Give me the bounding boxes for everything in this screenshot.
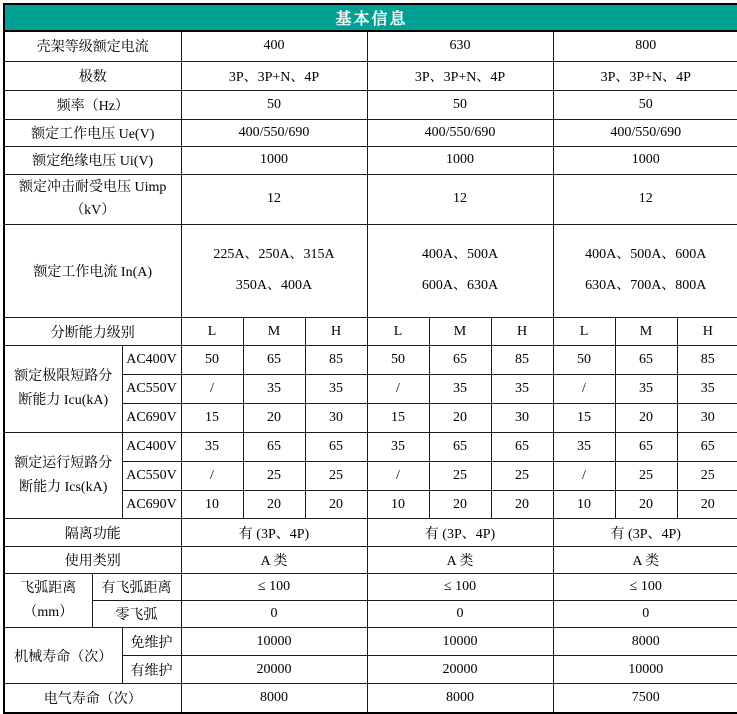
value-cell <box>367 225 553 318</box>
row-label-mechanical-life: 机械寿命（次） <box>4 628 122 684</box>
value-cell: ≤ 100 <box>367 574 553 601</box>
value-cell: 20000 <box>367 656 553 684</box>
table-row <box>4 146 737 174</box>
value-cell: 1000 <box>367 146 553 174</box>
value-cell: H <box>305 318 367 346</box>
value-cell: 25 <box>429 462 491 491</box>
value-cell: 有 (3P、4P) <box>553 519 737 547</box>
table-row <box>4 519 737 547</box>
row-label-insulation-voltage: 额定绝缘电压 Ui(V) <box>4 146 181 174</box>
value-cell: H <box>677 318 737 346</box>
value-cell: 20 <box>491 491 553 519</box>
value-line: 400A、500A <box>421 247 499 263</box>
value-cell: M <box>243 318 305 346</box>
value-cell: 3P、3P+N、4P <box>181 61 367 90</box>
sub-label-ac550v: AC550V <box>122 375 181 404</box>
value-cell: 400 <box>181 31 367 61</box>
value-cell: 65 <box>677 433 737 462</box>
table-row <box>4 684 737 713</box>
sub-label-arc-present: 有飞弧距离 <box>92 574 181 601</box>
value-cell <box>553 225 737 318</box>
value-cell: 50 <box>181 90 367 119</box>
value-cell: 0 <box>553 601 737 628</box>
value-cell: 35 <box>367 433 429 462</box>
row-label-arc-distance <box>4 574 92 628</box>
sub-label-with-maintenance: 有维护 <box>122 656 181 684</box>
value-cell: 1000 <box>181 146 367 174</box>
value-cell: 65 <box>243 346 305 375</box>
table-title: 基本信息 <box>4 4 737 31</box>
value-cell: 20 <box>615 491 677 519</box>
value-cell: 35 <box>429 375 491 404</box>
value-cell: 65 <box>615 433 677 462</box>
value-cell: 20 <box>243 404 305 433</box>
value-cell: 50 <box>181 346 243 375</box>
value-cell: 10 <box>181 491 243 519</box>
row-label-line: （mm） <box>23 604 74 620</box>
value-cell: 3P、3P+N、4P <box>553 61 737 90</box>
row-label-line: 飞弧距离 <box>20 580 77 596</box>
value-cell: 12 <box>553 174 737 225</box>
value-cell: 25 <box>243 462 305 491</box>
row-label-rated-voltage: 额定工作电压 Ue(V) <box>4 119 181 146</box>
value-cell: 65 <box>305 433 367 462</box>
value-cell: 400/550/690 <box>181 119 367 146</box>
sub-label-zero-arc: 零飞弧 <box>92 601 181 628</box>
value-cell: 20 <box>615 404 677 433</box>
value-cell: 35 <box>181 433 243 462</box>
table-row <box>4 574 737 601</box>
row-label-line: 额定冲击耐受电压 Uimp <box>19 179 167 195</box>
table-row <box>4 61 737 90</box>
value-cell: 20 <box>305 491 367 519</box>
value-cell: 12 <box>181 174 367 225</box>
row-label-ics <box>4 433 122 519</box>
value-cell: 15 <box>553 404 615 433</box>
value-cell: 3P、3P+N、4P <box>367 61 553 90</box>
value-cell: 25 <box>491 462 553 491</box>
value-cell: 7500 <box>553 684 737 713</box>
value-cell: 50 <box>553 346 615 375</box>
value-cell: 20000 <box>181 656 367 684</box>
value-cell: 10 <box>553 491 615 519</box>
row-label-frequency: 频率（Hz） <box>4 90 181 119</box>
value-cell: 10000 <box>181 628 367 656</box>
value-cell: 0 <box>367 601 553 628</box>
sub-label-ac400v: AC400V <box>122 433 181 462</box>
value-cell: 30 <box>491 404 553 433</box>
value-cell: 65 <box>429 433 491 462</box>
value-cell: 有 (3P、4P) <box>367 519 553 547</box>
value-cell: 20 <box>243 491 305 519</box>
table-row <box>4 547 737 574</box>
value-line: 225A、250A、315A <box>213 247 335 263</box>
row-label-line: 断能力 Icu(kA) <box>18 393 109 409</box>
value-line: 600A、630A <box>421 278 499 294</box>
value-cell: H <box>491 318 553 346</box>
value-cell: 50 <box>553 90 737 119</box>
value-cell: 50 <box>367 90 553 119</box>
row-label-breaking-class: 分断能力级别 <box>4 318 181 346</box>
value-cell: 35 <box>243 375 305 404</box>
value-cell: / <box>553 462 615 491</box>
value-cell: / <box>181 462 243 491</box>
table-row <box>4 225 737 318</box>
row-label-line: 额定运行短路分 <box>14 455 113 471</box>
value-cell: ≤ 100 <box>553 574 737 601</box>
value-cell: 8000 <box>181 684 367 713</box>
value-cell: / <box>181 375 243 404</box>
row-label-rated-current: 额定工作电流 In(A) <box>4 225 181 318</box>
row-label-frame-current: 壳架等级额定电流 <box>4 31 181 61</box>
value-cell: 65 <box>615 346 677 375</box>
value-cell: 400/550/690 <box>367 119 553 146</box>
value-cell: 12 <box>367 174 553 225</box>
value-cell <box>181 225 367 318</box>
table-row <box>4 433 737 462</box>
value-line: 400A、500A、600A <box>585 247 707 263</box>
row-label-utilization: 使用类别 <box>4 547 181 574</box>
value-cell: A 类 <box>181 547 367 574</box>
value-cell: 85 <box>305 346 367 375</box>
value-cell: 25 <box>305 462 367 491</box>
value-cell: L <box>181 318 243 346</box>
table-row <box>4 318 737 346</box>
value-cell: 25 <box>615 462 677 491</box>
row-label-isolation: 隔离功能 <box>4 519 181 547</box>
value-cell: M <box>615 318 677 346</box>
row-label-electrical-life: 电气寿命（次） <box>4 684 181 713</box>
basic-info-table <box>3 3 737 714</box>
value-cell: 35 <box>615 375 677 404</box>
value-cell: 85 <box>491 346 553 375</box>
value-cell: 8000 <box>367 684 553 713</box>
value-cell: 15 <box>181 404 243 433</box>
value-cell: A 类 <box>367 547 553 574</box>
value-cell: 8000 <box>553 628 737 656</box>
value-cell: 65 <box>491 433 553 462</box>
value-cell: M <box>429 318 491 346</box>
value-cell: 400/550/690 <box>553 119 737 146</box>
value-cell: 25 <box>677 462 737 491</box>
value-cell: 1000 <box>553 146 737 174</box>
value-cell: 65 <box>429 346 491 375</box>
value-cell: 85 <box>677 346 737 375</box>
row-label-icu <box>4 346 122 433</box>
value-cell: 35 <box>553 433 615 462</box>
value-cell: 800 <box>553 31 737 61</box>
value-cell: 10000 <box>553 656 737 684</box>
value-cell: 0 <box>181 601 367 628</box>
row-label-line: 额定极限短路分 <box>14 369 113 385</box>
value-cell: 有 (3P、4P) <box>181 519 367 547</box>
value-cell: 30 <box>305 404 367 433</box>
value-cell: 20 <box>677 491 737 519</box>
value-cell: ≤ 100 <box>181 574 367 601</box>
value-cell: / <box>367 375 429 404</box>
value-cell: 35 <box>491 375 553 404</box>
value-cell: A 类 <box>553 547 737 574</box>
value-cell: 10 <box>367 491 429 519</box>
value-cell: 15 <box>367 404 429 433</box>
table-row <box>4 174 737 225</box>
value-cell: L <box>367 318 429 346</box>
value-cell: 35 <box>305 375 367 404</box>
sub-label-ac550v: AC550V <box>122 462 181 491</box>
value-cell: / <box>367 462 429 491</box>
sub-label-maintenance-free: 免维护 <box>122 628 181 656</box>
value-cell: 20 <box>429 491 491 519</box>
sub-label-ac400v: AC400V <box>122 346 181 375</box>
table-row <box>4 90 737 119</box>
value-cell: 10000 <box>367 628 553 656</box>
table-row <box>4 346 737 375</box>
value-cell: / <box>553 375 615 404</box>
value-cell: 65 <box>243 433 305 462</box>
row-label-impulse-voltage <box>4 174 181 225</box>
table-row <box>4 628 737 656</box>
value-cell: 30 <box>677 404 737 433</box>
row-label-line: 断能力 Ics(kA) <box>19 479 108 495</box>
row-label-poles: 极数 <box>4 61 181 90</box>
sub-label-ac690v: AC690V <box>122 491 181 519</box>
table-row <box>4 31 737 61</box>
sub-label-ac690v: AC690V <box>122 404 181 433</box>
value-cell: 50 <box>367 346 429 375</box>
value-cell: 35 <box>677 375 737 404</box>
value-cell: 20 <box>429 404 491 433</box>
value-line: 630A、700A、800A <box>585 278 707 294</box>
row-label-line: （kV） <box>70 203 116 219</box>
value-cell: 630 <box>367 31 553 61</box>
table-row <box>4 601 737 628</box>
value-line: 350A、400A <box>235 278 313 294</box>
value-cell: L <box>553 318 615 346</box>
table-row <box>4 119 737 146</box>
